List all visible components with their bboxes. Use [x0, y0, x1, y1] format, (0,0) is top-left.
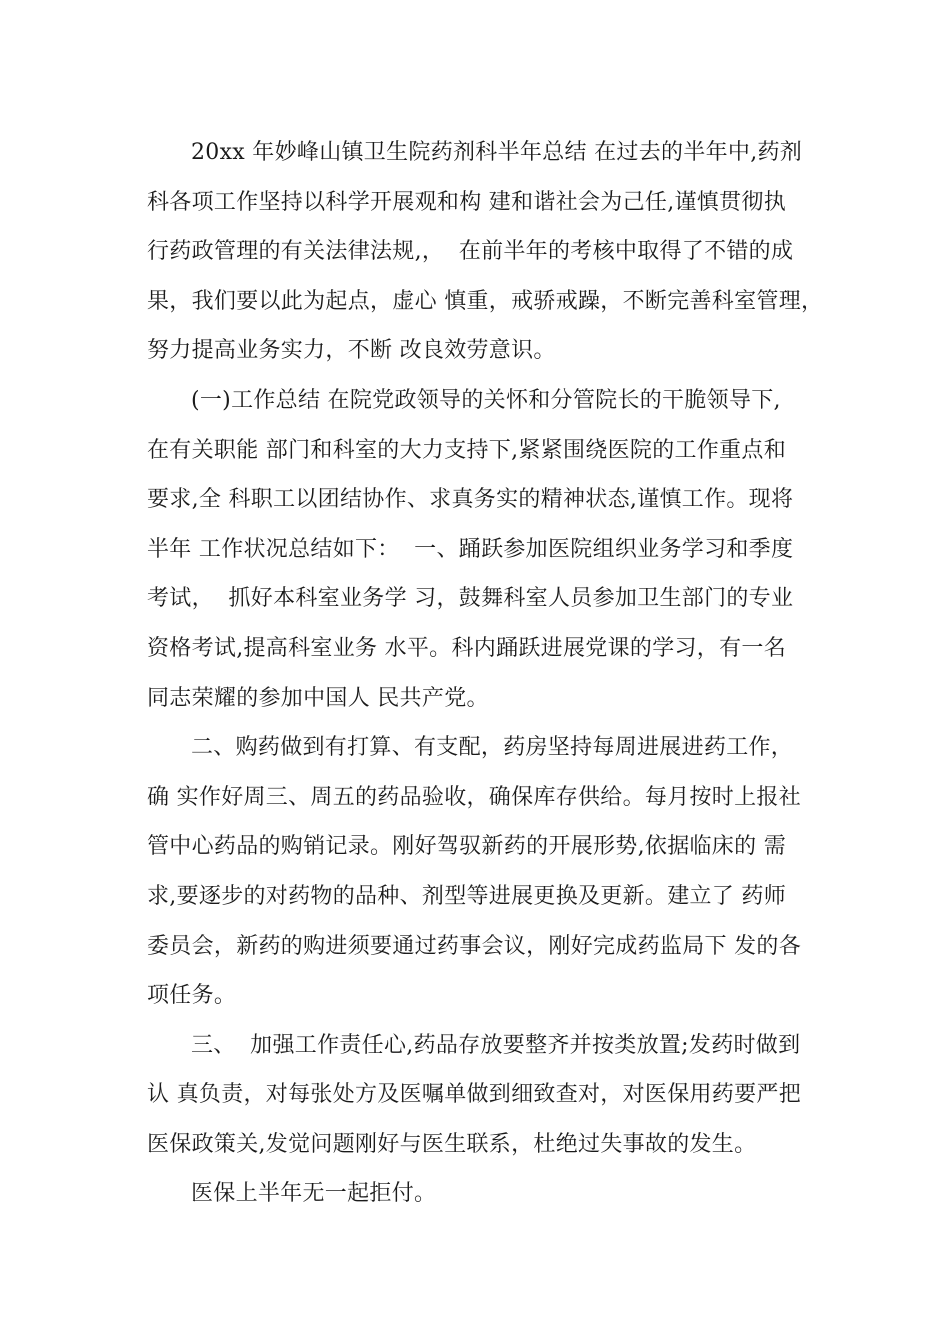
paragraph-4-line-1: 三、 加强工作责任心,药品存放要整齐并按类放置;发药时做到: [191, 1032, 801, 1058]
paragraph-2-line-2: 在有关职能 部门和科室的大力支持下,紧紧围绕医院的工作重点和: [147, 437, 786, 463]
document-body: [147, 128, 827, 1219]
paragraph-2-line-4: 半年 工作状况总结如下： 一、踊跃参加医院组织业务学习和季度: [147, 536, 794, 562]
paragraph-2-line-6: 资格考试,提高科室业务 水平。科内踊跃进展党课的学习，有一名: [147, 635, 786, 661]
paragraph-4-line-2: 认 真负责，对每张处方及医嘱单做到细致查对，对医保用药要严把: [147, 1082, 801, 1108]
paragraph-3-line-5: 委员会，新药的购进须要通过药事会议，刚好完成药监局下 发的各: [147, 933, 801, 959]
paragraph-2-line-5: 考试， 抓好本科室业务学 习，鼓舞科室人员参加卫生部门的专业: [147, 586, 794, 612]
paragraph-3-line-1: 二、购药做到有打算、有支配，药房坚持每周进展进药工作，: [191, 735, 794, 761]
paragraph-3-line-2: 确 实作好周三、周五的药品验收，确保库存供给。每月按时上报社: [147, 784, 801, 810]
paragraph-1-line-4: 果，我们要以此为起点，虚心 慎重，戒骄戒躁，不断完善科室管理，: [147, 288, 824, 314]
paragraph-3-line-6: 项任务。: [147, 983, 237, 1009]
paragraph-1-line-3: 行药政管理的有关法律法规,， 在前半年的考核中取得了不错的成: [147, 239, 794, 265]
paragraph-3-line-3: 管中心药品的购销记录。刚好驾驭新药的开展形势,依据临床的 需: [147, 834, 786, 860]
paragraph-1-line-2: 科各项工作坚持以科学开展观和构 建和谐社会为己任,谨慎贯彻执: [147, 189, 786, 215]
paragraph-2-line-3: 要求,全 科职工以团结协作、求真务实的精神状态,谨慎工作。现将: [147, 487, 794, 513]
paragraph-1-line-5: 努力提高业务实力，不断 改良效劳意识。: [147, 338, 556, 364]
paragraph-2-line-1: (一)工作总结 在院党政领导的关怀和分管院长的干脆领导下,: [191, 387, 781, 413]
paragraph-3-line-4: 求,要逐步的对药物的品种、剂型等进展更换及更新。建立了 药师: [147, 883, 786, 909]
paragraph-2-line-7: 同志荣耀的参加中国人 民共产党。: [147, 685, 489, 711]
paragraph-1-line-1: 20xx 年妙峰山镇卫生院药剂科半年总结 在过去的半年中,药剂: [191, 140, 803, 165]
paragraph-5-line-1: 医保上半年无一起拒付。: [191, 1181, 437, 1207]
paragraph-4-line-3: 医保政策关,发觉问题刚好与医生联系，杜绝过失事故的发生。: [147, 1131, 757, 1157]
